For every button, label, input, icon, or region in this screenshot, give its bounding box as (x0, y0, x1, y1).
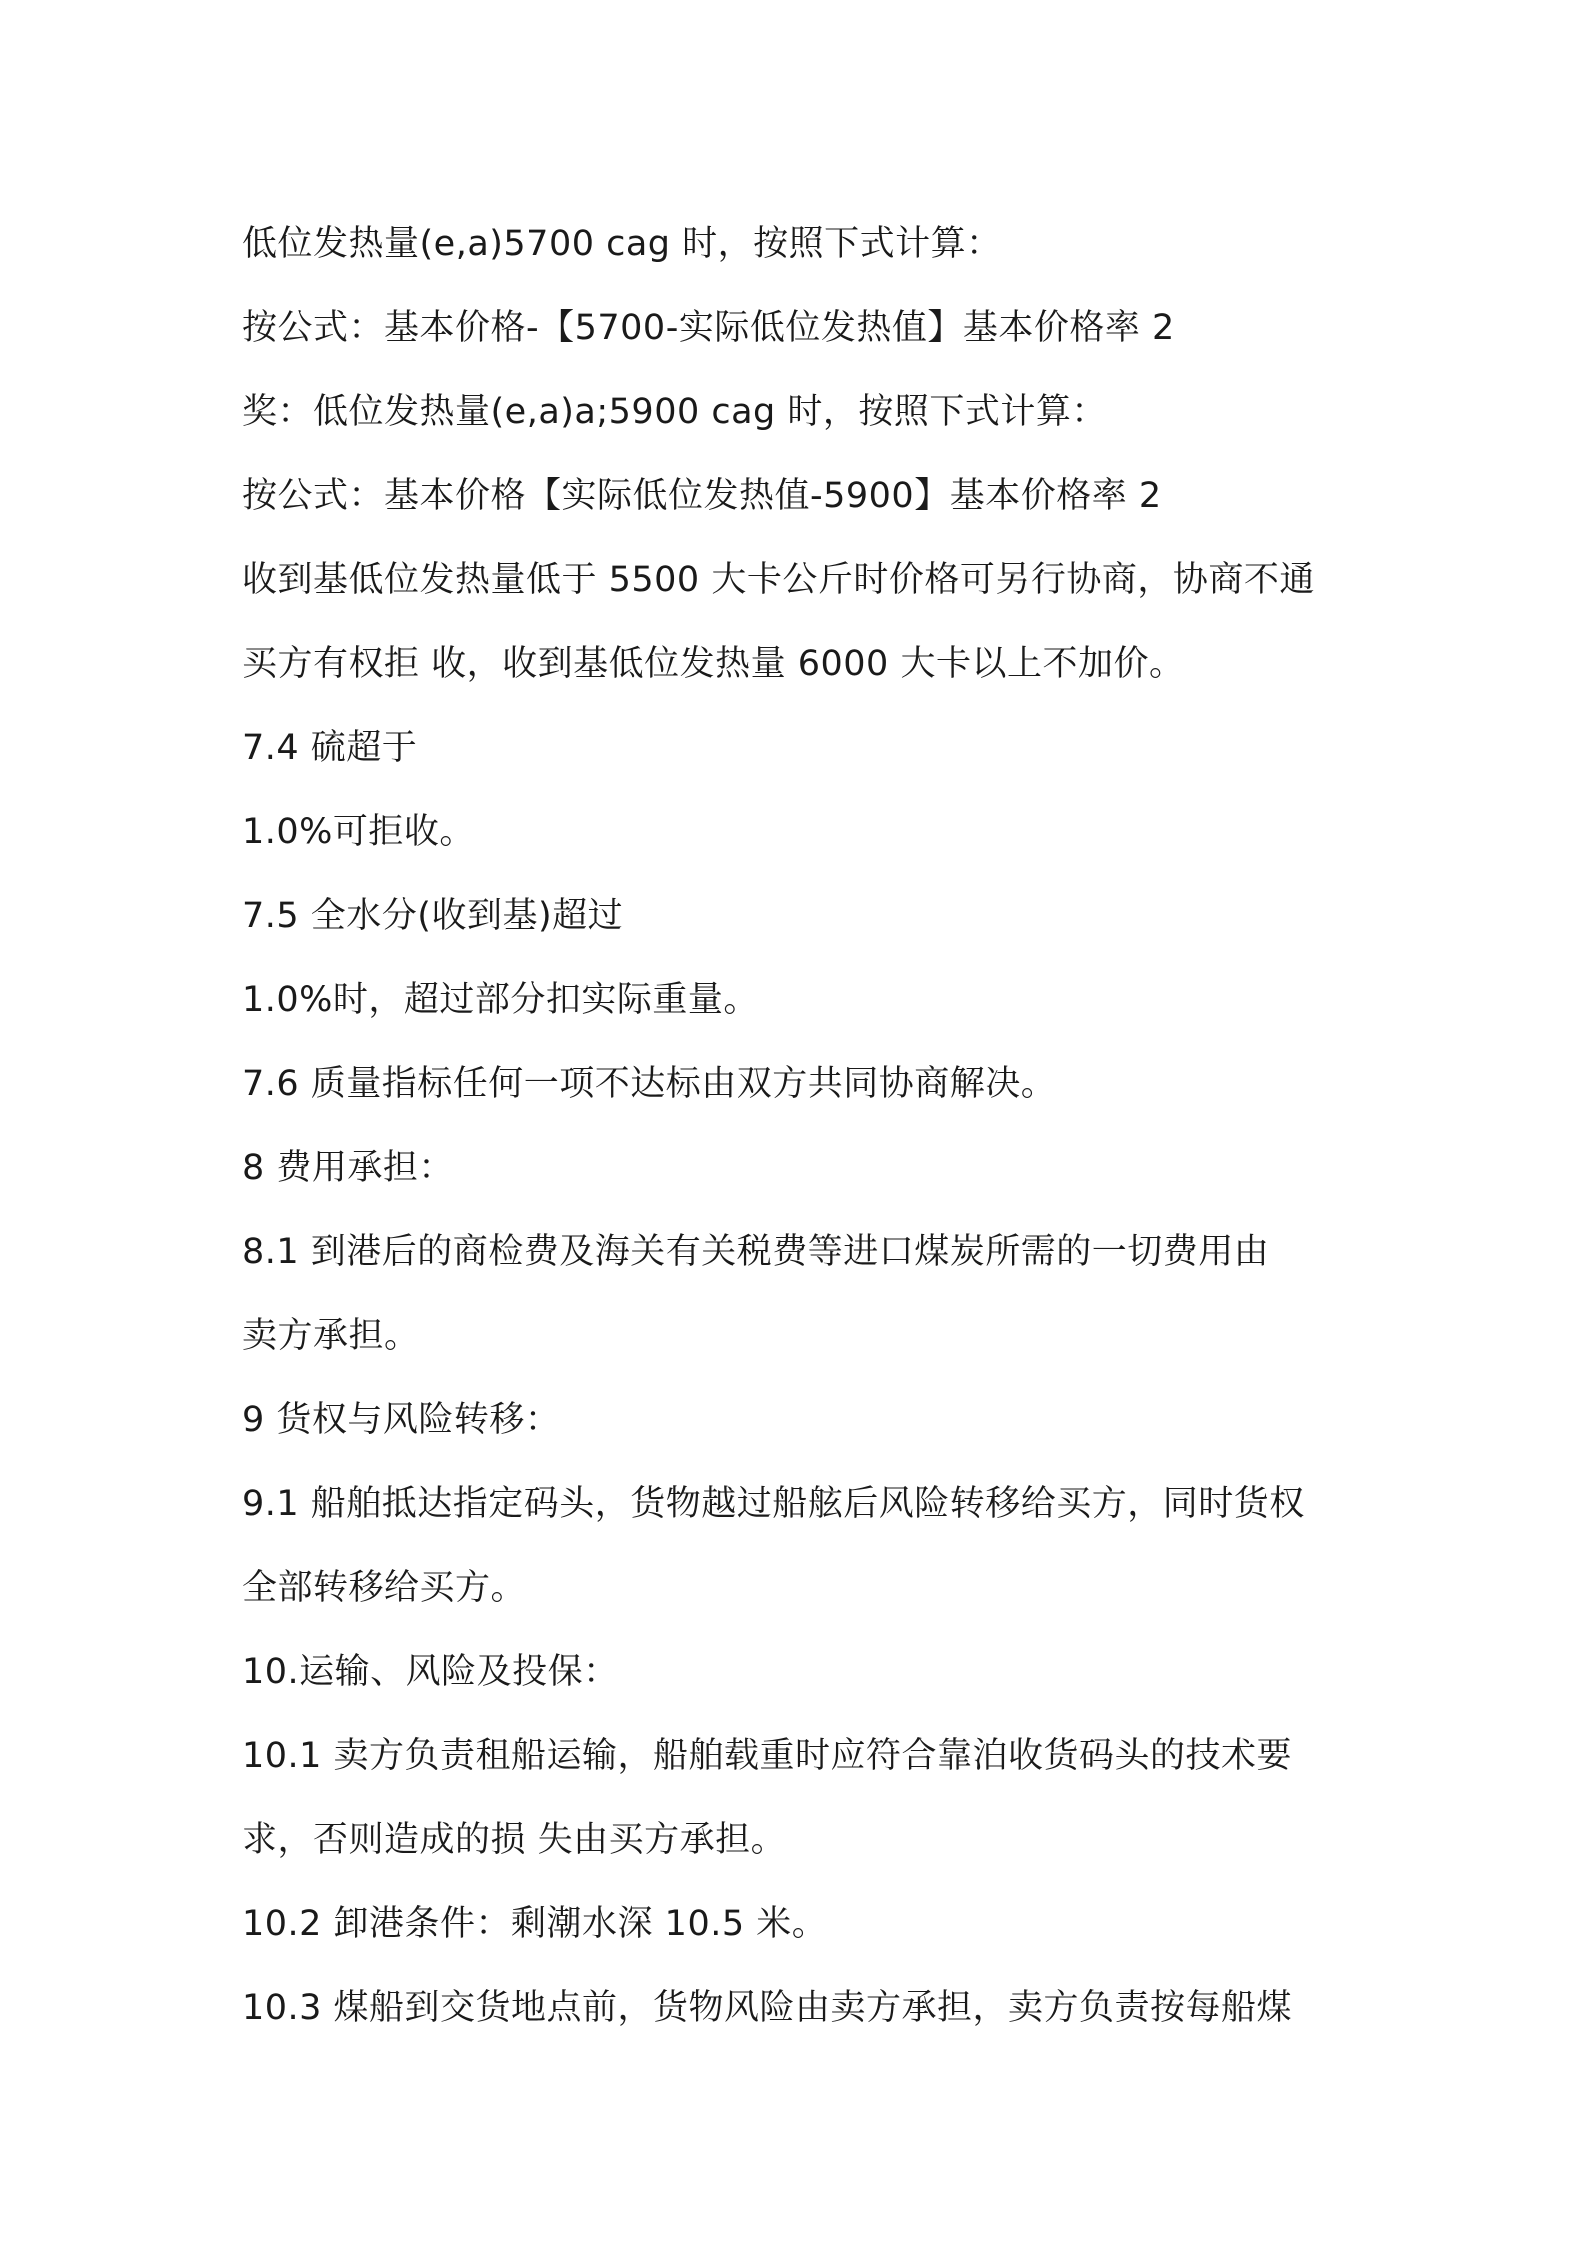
text-line: 1.0%可拒收。 (242, 812, 475, 852)
text-line: 按公式：基本价格-【5700-实际低位发热值】基本价格率 2 (242, 308, 1175, 348)
section-heading: 7.5 全水分(收到基)超过 (242, 896, 624, 936)
text-line: 求，否则造成的损 失由买方承担。 (242, 1820, 787, 1860)
section-heading: 9.1 船舶抵达指定码头，货物越过船舷后风险转移给买方，同时货权 (242, 1484, 1305, 1524)
section-heading: 7.4 硫超于 (242, 728, 418, 768)
text-line: 卖方承担。 (242, 1316, 420, 1356)
document-body (242, 202, 1362, 2050)
text-line: 买方有权拒 收，收到基低位发热量 6000 大卡以上不加价。 (242, 644, 1185, 684)
text-line: 低位发热量(e,a)5700 cag 时，按照下式计算： (242, 224, 1002, 264)
text-line: 全部转移给买方。 (242, 1568, 527, 1608)
section-heading: 10.3 煤船到交货地点前，货物风险由卖方承担，卖方负责按每船煤 (242, 1988, 1293, 2028)
section-heading: 10.2 卸港条件：剩潮水深 10.5 米。 (242, 1904, 828, 1944)
section-heading: 8 费用承担： (242, 1148, 454, 1188)
text-line: 收到基低位发热量低于 5500 大卡公斤时价格可另行协商，协商不通 (242, 560, 1315, 600)
text-line: 奖：低位发热量(e,a)a;5900 cag 时，按照下式计算： (242, 392, 1107, 432)
text-line: 按公式：基本价格【实际低位发热值-5900】基本价格率 2 (242, 476, 1162, 516)
section-heading: 8.1 到港后的商检费及海关有关税费等进口煤炭所需的一切费用由 (242, 1232, 1270, 1272)
section-heading: 10.运输、风险及投保： (242, 1652, 619, 1692)
text-line: 1.0%时，超过部分扣实际重量。 (242, 980, 759, 1020)
section-heading: 7.6 质量指标任何一项不达标由双方共同协商解决。 (242, 1064, 1057, 1104)
section-heading: 10.1 卖方负责租船运输，船舶载重时应符合靠泊收货码头的技术要 (242, 1736, 1293, 1776)
section-heading: 9 货权与风险转移： (242, 1400, 561, 1440)
